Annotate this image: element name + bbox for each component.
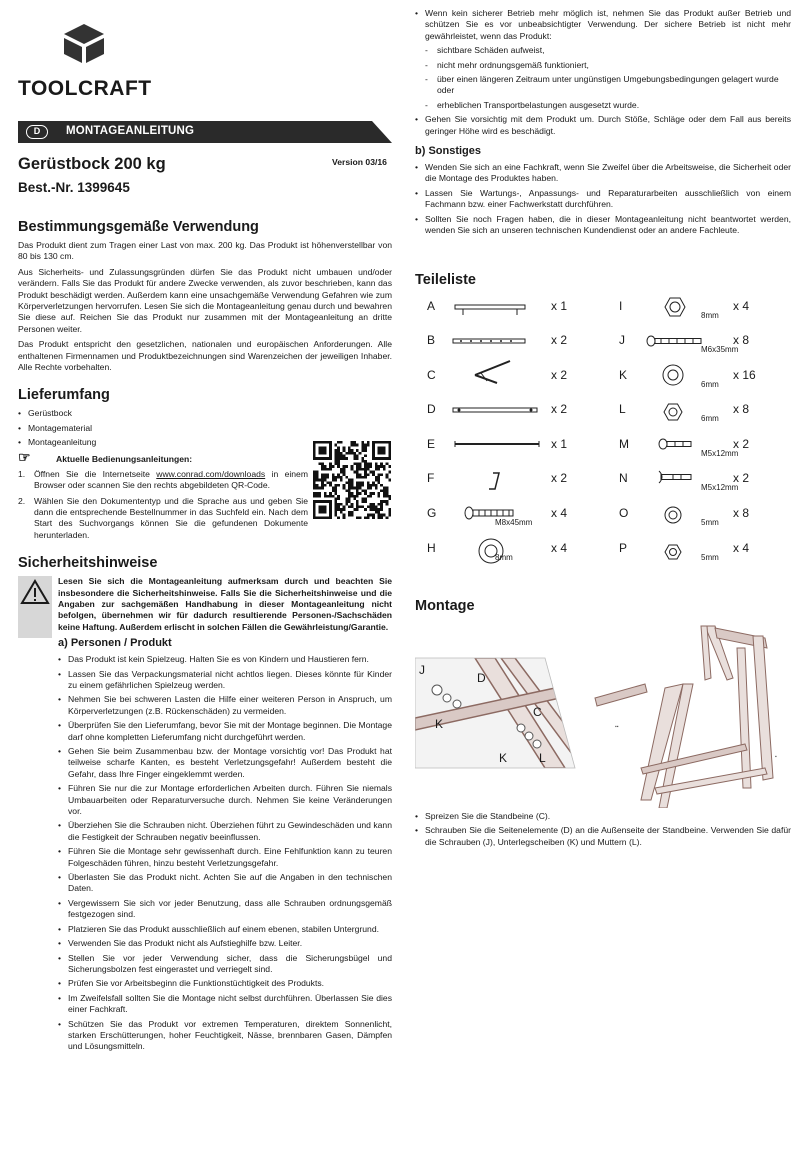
list-item: • Vergewissern Sie sich vor jeder Benutzung, dass alle Schrauben ordnungsgemäß festgezogen sind. [58, 898, 392, 921]
list-item: • Spreizen Sie die Standbeine (C). [415, 811, 791, 822]
part-letter: O [619, 506, 629, 520]
list-subitem: - erheblichen Transportbelastungen ausgesetzt wurde. [415, 100, 791, 111]
part-letter: A [427, 299, 436, 313]
part-o-drawing [665, 507, 681, 523]
left-column [18, 219, 392, 1056]
list-item: • Das Produkt ist kein Spielzeug. Halten Sie es von Kindern und Haustieren fern. [58, 654, 392, 665]
part-letter: C [427, 368, 436, 382]
list-item: • Verwenden Sie das Produkt nicht als Aufstieghilfe bzw. Leiter. [58, 938, 392, 949]
part-p-drawing [665, 545, 681, 559]
list-item: • Überziehen Sie die Schrauben nicht. Überziehen führt zu Gewindeschäden und kann die Festigkeit der Schrauben negativ beeinflussen. [58, 820, 392, 843]
part-e-drawing [455, 441, 539, 447]
part-size: M5x12mm [701, 449, 739, 458]
part-quantity: x 4 [551, 541, 568, 555]
part-quantity: x 2 [551, 368, 568, 382]
diagram-label: L [539, 751, 546, 765]
download-steps [18, 469, 308, 541]
diagram-label: K [499, 751, 508, 765]
list-item: • Montagematerial [18, 423, 392, 434]
list-item: • Führen Sie die Montage sehr gewissenhaft durch. Eine Fehlfunktion kann zu teuren Folgeschäden führen, hinzu besteht Verletzungsgefahr. [58, 846, 392, 869]
list-item: • Sollten Sie noch Fragen haben, die in dieser Montageanleitung nicht beantwortet werden, wenden Sie sich an unseren technischen Kundendienst oder an andere Fachleute. [415, 214, 791, 237]
pointing-hand-icon: ☞ [18, 448, 31, 465]
part-a-drawing [455, 305, 525, 315]
list-item: • Prüfen Sie vor Arbeitsbeginn die Funktionstüchtigkeit des Produkts. [58, 978, 392, 989]
diagram-label: D [477, 671, 486, 685]
parts-list [415, 295, 791, 575]
part-size: M5x12mm [701, 483, 739, 492]
list-item: • Im Zweifelsfall sollten Sie die Montage nicht selbst durchführen. Überlassen Sie dies einer Fachkraft. [58, 993, 392, 1016]
part-quantity: x 2 [733, 437, 750, 451]
part-j-drawing [647, 336, 701, 346]
brand-name: TOOLCRAFT [18, 77, 152, 100]
part-quantity: x 8 [733, 402, 750, 416]
part-quantity: x 8 [733, 506, 750, 520]
warning-icon-panel [18, 576, 52, 638]
toolcraft-logo-icon [18, 20, 158, 76]
part-m-drawing [659, 439, 691, 449]
part-quantity: x 8 [733, 333, 750, 347]
list-item: • Überlasten Sie das Produkt nicht. Achten Sie auf die Angaben in den technischen Daten. [58, 872, 392, 895]
part-d-drawing [453, 408, 537, 412]
list-item: • Schrauben Sie die Seitenelemente (D) an die Außenseite der Standbeine. Verwenden Sie dafür die Schrauben (J), Unterlegscheiben (K) und Muttern (L). [415, 825, 791, 848]
list-item: • Nehmen Sie bei schweren Lasten die Hilfe einer weiteren Person in Anspruch, um Körperverletzungen (z.B. Rückenschäden) zu vermeiden. [58, 694, 392, 717]
diagram-label: C [533, 705, 542, 719]
step-item: 2. Wählen Sie den Dokumententyp und die Sprache aus und geben Sie dann die entsprechende Bestellnummer in das Suchfeld ein. Nach dem Start des Suchvorgangs können Sie die gefundenen Dokumente herunterladen. [18, 495, 308, 540]
list-subitem: - über einen längeren Zeitraum unter ungünstigen Umgebungsbedingungen gelagert wurde oder [415, 74, 791, 97]
note-title-row [18, 448, 308, 465]
part-size: 5mm [701, 553, 719, 562]
part-size: 6mm [701, 380, 719, 389]
part-quantity: x 2 [551, 471, 568, 485]
list-item: • Überprüfen Sie den Lieferumfang, bevor Sie mit der Montage beginnen. Die Montage darf ohne kompletten Lieferumfang nicht durchgeführt werden. [58, 720, 392, 743]
product-title: Gerüstbock 200 kg [18, 155, 166, 173]
list-item: • Montageanleitung [18, 437, 392, 448]
part-l-drawing [664, 404, 682, 420]
list-item: • Lassen Sie das Verpackungsmaterial nicht achtlos liegen. Dieses könnte für Kinder zu einem gefährlichen Spielzeug werden. [58, 669, 392, 692]
teileliste-heading: Teileliste [415, 272, 476, 288]
part-quantity: x 2 [551, 333, 568, 347]
order-number: Best.-Nr. 1399645 [18, 180, 130, 195]
right-column [415, 8, 791, 240]
part-quantity: x 1 [551, 299, 568, 313]
part-letter: B [427, 333, 436, 347]
diagram-label: J [419, 663, 425, 677]
safety-intro-text: Lesen Sie sich die Montageanleitung aufmerksam durch und beachten Sie insbesondere die Sicherheitshinweise. Falls Sie die Sicherheitshinweise und die Angaben zur sachgemäßen Handhabung in dieser Montageanleitung nicht befolgen, übernehmen wir für dadurch resultierende Personen-/Sachschäden keine Haftung. Außerdem erlischt in solchen Fällen die Gewährleistung/Garantie. [58, 576, 392, 632]
subheading-a: a) Personen / Produkt [58, 637, 172, 650]
sicherheit-heading: Sicherheitshinweise [18, 555, 158, 572]
part-size: 6mm [701, 414, 719, 423]
diagram-tiny-label: ▪▪ [615, 724, 619, 730]
diagram-label: K [435, 717, 444, 731]
list-item: • Stellen Sie vor jeder Verwendung sicher, dass die Sicherungsbügel und Sicherungsbolzen fest eingerastet und verriegelt sind. [58, 953, 392, 976]
part-letter: I [619, 299, 623, 313]
download-link[interactable]: www.conrad.com/downloads [156, 468, 266, 479]
warning-triangle-icon [18, 576, 52, 606]
list-subitem: - sichtbare Schäden aufweist, [415, 45, 791, 56]
list-item: • Lassen Sie Wartungs-, Anpassungs- und Reparaturarbeiten ausschließlich von einem Fachmann bzw. einer Fachwerkstatt durchführen. [415, 188, 791, 211]
part-n-drawing [659, 471, 691, 483]
part-letter: E [427, 437, 436, 451]
section-banner [18, 121, 392, 143]
list-item: • Platzieren Sie das Produkt ausschließlich auf einem ebenen, stabilen Untergrund. [58, 924, 392, 935]
part-quantity: x 4 [551, 506, 568, 520]
note-title: Aktuelle Bedienungsanleitungen: [56, 453, 193, 464]
svg-text:▪: ▪ [775, 754, 777, 760]
part-k-drawing [663, 365, 683, 385]
bestimmung-heading: Bestimmungsgemäße Verwendung [18, 219, 259, 235]
part-quantity: x 4 [733, 541, 750, 555]
part-quantity: x 1 [551, 437, 568, 451]
part-size: 8mm [495, 553, 513, 562]
list-item: • Schützen Sie das Produkt vor extremen Temperaturen, direktem Sonnenlicht, starken Erschütterungen, hoher Feuchtigkeit, Nässe, brennbaren Gasen, Dämpfen und Lösungsmitteln. [58, 1019, 392, 1053]
list-item: • Wenden Sie sich an eine Fachkraft, wenn Sie Zweifel über die Arbeitsweise, die Sicherheit oder die Montage des Produktes haben. [415, 162, 791, 185]
language-badge: D [26, 125, 48, 139]
list-item: • Wenn kein sicherer Betrieb mehr möglich ist, nehmen Sie das Produkt außer Betrieb und schützen Sie es vor unbeabsichtigter Verwendung. Der sichere Betrieb ist nicht mehr gewährleistet, wenn das Produkt: [415, 8, 791, 42]
brand-logo [18, 20, 158, 100]
part-size: 8mm [701, 311, 719, 320]
safety-list-a [58, 654, 392, 1053]
part-quantity: x 4 [733, 299, 750, 313]
paragraph: Das Produkt dient zum Tragen einer Last von max. 200 kg. Das Produkt ist höhenverstellbar von 80 bis 130 cm. [18, 240, 392, 262]
qr-code-icon [313, 441, 391, 519]
part-letter: D [427, 402, 436, 416]
part-quantity: x 2 [733, 471, 750, 485]
assembly-diagram [415, 618, 791, 808]
subheading-b: b) Sonstiges [415, 145, 482, 158]
trestle-drawing [595, 626, 773, 808]
version-label: Version 03/16 [332, 157, 387, 167]
part-quantity: x 16 [733, 368, 756, 382]
part-i-drawing [665, 298, 685, 316]
part-letter: F [427, 471, 435, 485]
banner-title: MONTAGEANLEITUNG [66, 125, 195, 137]
montage-heading: Montage [415, 598, 475, 614]
lieferumfang-heading: Lieferumfang [18, 387, 110, 404]
part-letter: P [619, 541, 628, 555]
part-letter: N [619, 471, 628, 485]
zoom-inset [415, 658, 575, 768]
list-item: • Gerüstbock [18, 408, 392, 419]
part-c-drawing [475, 361, 510, 383]
list-item: • Gehen Sie vorsichtig mit dem Produkt um. Durch Stöße, Schläge oder dem Fall aus bereits geringer Höhe wird es beschädigt. [415, 114, 791, 137]
part-letter: G [427, 506, 437, 520]
part-size: M6x35mm [701, 345, 739, 354]
part-f-drawing [489, 473, 499, 489]
part-letter: M [619, 437, 629, 451]
montage-steps [415, 811, 791, 851]
list-subitem: - nicht mehr ordnungsgemäß funktioniert, [415, 60, 791, 71]
safety-intro [18, 576, 392, 1053]
part-size: M8x45mm [495, 518, 533, 527]
paragraph: Das Produkt entspricht den gesetzlichen, nationalen und europäischen Anforderungen. Alle enthaltenen Firmennamen und Produktbezeichnungen sind Warenzeichen der jeweiligen Inhaber. Alle Rechte vorbehalten. [18, 339, 392, 373]
list-item: • Führen Sie nur die zur Montage erforderlichen Arbeiten durch. Führen Sie niemals Umbauarbeiten oder Reparaturversuche durch. Nehmen Sie keine Veränderungen vor. [58, 783, 392, 817]
part-quantity: x 2 [551, 402, 568, 416]
part-letter: H [427, 541, 436, 555]
paragraph: Aus Sicherheits- und Zulassungsgründen dürfen Sie das Produkt nicht umbauen und/oder verändern. Falls Sie das Produkt für andere Zwecke verwenden, als zuvor beschrieben, kann das Produkt beschädigt werden. Außerdem kann eine unsachgemäße Verwendung Gefahren wie zum Körperverletzungen hervorrufen. Lesen Sie sich die Montageanleitung genau durch und bewahren Sie diese auf. Reichen Sie das Produkt nur zusammen mit der Montageanleitung an dritte Personen weiter. [18, 266, 392, 334]
part-letter: J [619, 333, 625, 347]
part-letter: L [619, 402, 626, 416]
step-item: 1. Öffnen Sie die Internetseite www.conrad.com/downloads in einem Browser oder scannen Sie den rechts abgebildeten QR-Code. [18, 468, 308, 491]
part-b-drawing [453, 339, 525, 343]
list-item: • Gehen Sie beim Zusammenbau bzw. der Montage vorsichtig vor! Das Produkt hat teilweise scharfe Kanten, es besteht Verletzungsgefahr! Außerdem besteht die Gefahr, dass Ihre Finger eingeklemmt werden. [58, 746, 392, 780]
part-letter: K [619, 368, 628, 382]
part-size: 5mm [701, 518, 719, 527]
